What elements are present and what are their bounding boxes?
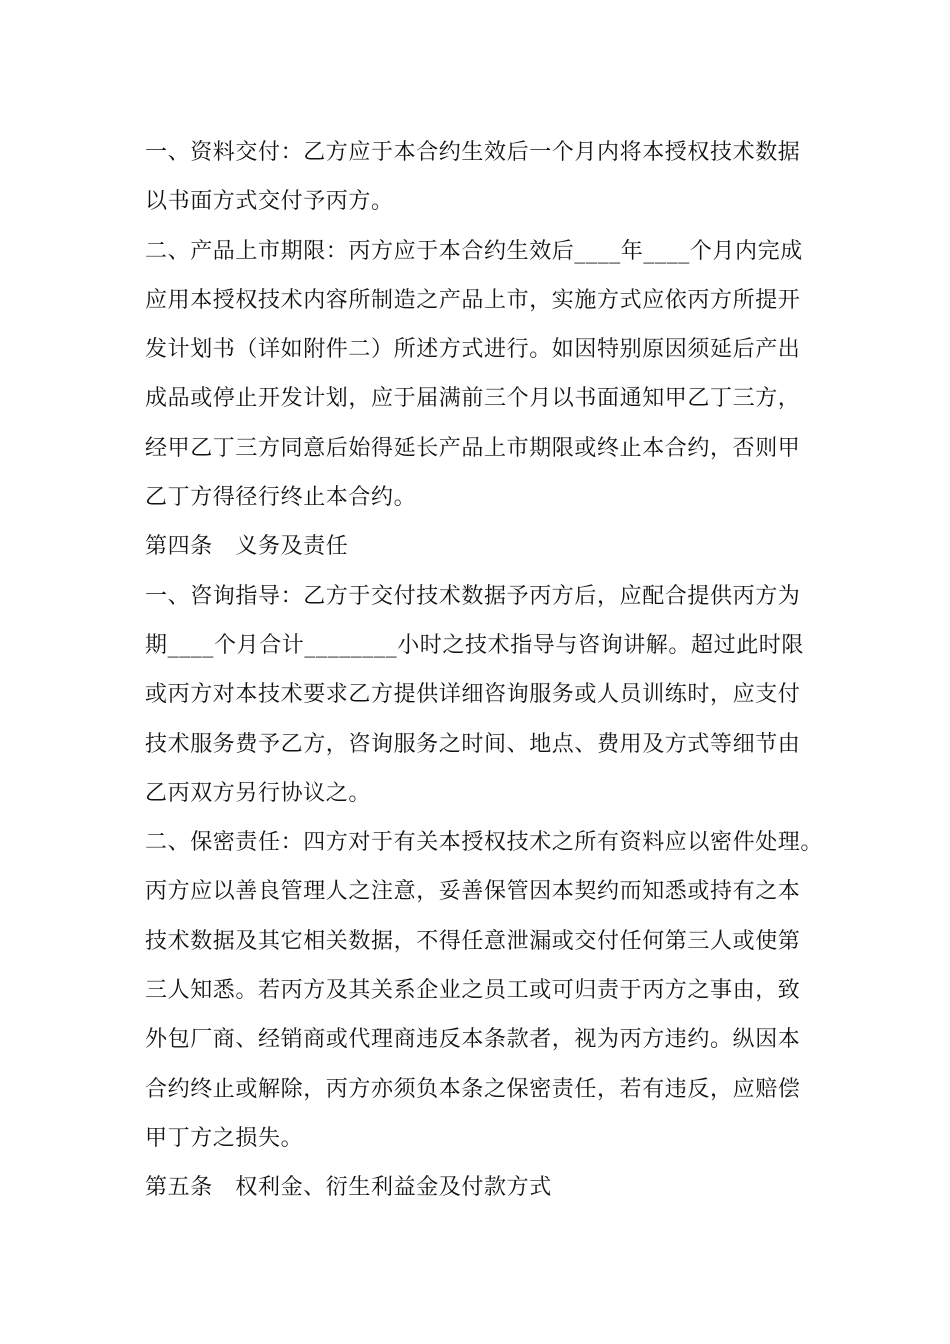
paragraph-line: 以书面方式交付予丙方。 [145,189,394,215]
paragraph-line: 成品或停止开发计划，应于届满前三个月以书面通知甲乙丁三方， [145,386,801,412]
paragraph-line: 二、保密责任：四方对于有关本授权技术之所有资料应以密件处理。 [145,830,824,856]
paragraph-line: 乙丁方得径行终止本合约。 [145,485,417,511]
paragraph-line: 应用本授权技术内容所制造之产品上市，实施方式应依丙方所提开 [145,287,801,313]
paragraph-line: 或丙方对本技术要求乙方提供详细咨询服务或人员训练时，应支付 [145,682,801,708]
document-body [145,128,835,1213]
paragraph-line: 经甲乙丁三方同意后始得延长产品上市期限或终止本合约，否则甲 [145,435,801,461]
paragraph-line: 期____个月合计________小时之技术指导与咨询讲解。超过此时限 [145,632,805,658]
paragraph-line: 丙方应以善良管理人之注意，妥善保管因本契约而知悉或持有之本 [145,879,801,905]
paragraph-line: 乙丙双方另行协议之。 [145,780,372,806]
paragraph-line: 三人知悉。若丙方及其关系企业之员工或可归责于丙方之事由，致 [145,978,801,1004]
paragraph-line: 一、资料交付：乙方应于本合约生效后一个月内将本授权技术数据 [145,140,801,165]
paragraph-line: 合约终止或解除，丙方亦须负本条之保密责任，若有违反，应赔偿 [145,1076,801,1102]
paragraph-line: 二、产品上市期限：丙方应于本合约生效后____年____个月内完成 [145,238,803,264]
paragraph-line: 技术数据及其它相关数据，不得任意泄漏或交付任何第三人或使第 [145,928,801,954]
paragraph-line: 甲丁方之损失。 [145,1125,304,1151]
paragraph-line: 一、咨询指导：乙方于交付技术数据予丙方后，应配合提供丙方为 [145,583,801,609]
article-4-heading: 第四条 义务及责任 [145,534,349,560]
paragraph-line: 发计划书（详如附件二）所述方式进行。如因特别原因须延后产出 [145,337,801,363]
paragraph-line: 技术服务费予乙方，咨询服务之时间、地点、费用及方式等细节由 [145,731,801,757]
paragraph-line: 外包厂商、经销商或代理商违反本条款者，视为丙方违约。纵因本 [145,1027,801,1053]
article-5-heading: 第五条 权利金、衍生利益金及付款方式 [145,1175,552,1201]
